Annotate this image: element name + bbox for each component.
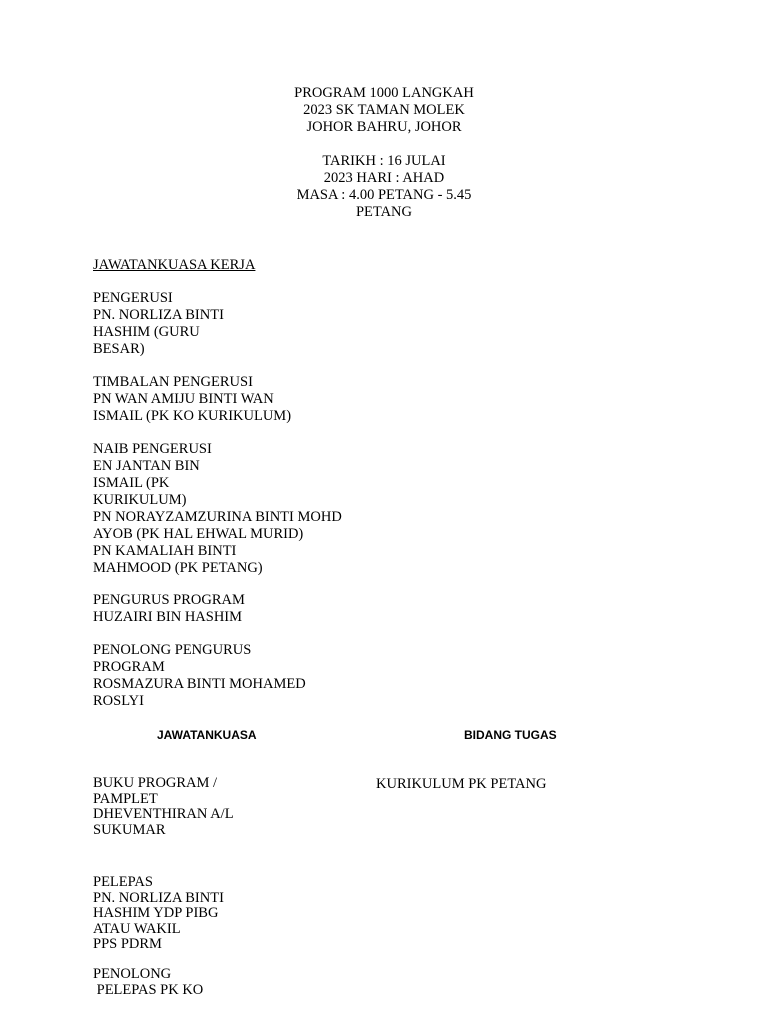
penolong-pengurus-block xyxy=(93,642,413,710)
role-label: TIMBALAN PENGERUSI xyxy=(93,374,253,390)
member-line: ISMAIL (PK KO KURIKULUM) xyxy=(93,408,292,424)
timbalan-block xyxy=(93,374,413,425)
member-line: KURIKULUM) xyxy=(93,492,187,508)
member-line: AYOB (PK HAL EHWAL MURID) xyxy=(93,526,304,542)
role-label: PENGERUSI xyxy=(93,290,173,306)
committee-line: ATAU WAKIL xyxy=(93,920,181,937)
member-line: PN NORAYZAMZURINA BINTI MOHD xyxy=(93,509,342,525)
header-spacer xyxy=(0,136,768,153)
role-label: PENOLONG PENGURUS xyxy=(93,642,252,658)
member-line: PROGRAM xyxy=(93,659,165,675)
header-line: TARIKH : 16 JULAI xyxy=(322,153,446,169)
committee-line: PELEPAS PK KO xyxy=(93,981,204,998)
committee-line: DHEVENTHIRAN A/L xyxy=(93,806,234,822)
committee-line: BUKU PROGRAM / xyxy=(93,775,218,791)
committee-line: PPS PDRM xyxy=(93,936,162,952)
member-line: EN JANTAN BIN xyxy=(93,458,200,474)
committee-title-block xyxy=(93,257,413,274)
member-line: PN KAMALIAH BINTI xyxy=(93,543,237,559)
committee-title: JAWATANKUASA KERJA xyxy=(93,257,256,273)
table-header-jawatankuasa: JAWATANKUASA xyxy=(157,728,257,742)
buku-program-task: KURIKULUM PK PETANG xyxy=(376,776,547,792)
member-line: PN. NORLIZA BINTI xyxy=(93,307,224,323)
header-line: 2023 HARI : AHAD xyxy=(323,170,445,186)
table-header-bidang-tugas: BIDANG TUGAS xyxy=(464,728,557,742)
pengerusi-block xyxy=(93,290,413,358)
naib-block xyxy=(93,441,413,577)
committee-line: PAMPLET xyxy=(93,790,158,807)
penolong-pelepas-block xyxy=(93,967,413,998)
role-label: PENGURUS PROGRAM xyxy=(93,592,245,608)
member-line: HUZAIRI BIN HASHIM xyxy=(93,609,243,625)
member-line: HASHIM (GURU xyxy=(93,324,200,340)
header-line: JOHOR BAHRU, JOHOR xyxy=(306,119,462,135)
committee-line: PELEPAS xyxy=(93,874,153,890)
committee-line: PN. NORLIZA BINTI xyxy=(93,889,224,906)
header-line: MASA : 4.00 PETANG - 5.45 xyxy=(296,187,472,203)
member-line: ROSMAZURA BINTI MOHAMED xyxy=(93,676,306,692)
committee-line: HASHIM YDP PIBG xyxy=(93,905,219,921)
header-line: PETANG xyxy=(355,204,413,220)
member-line: PN WAN AMIJU BINTI WAN xyxy=(93,391,274,407)
member-line: ISMAIL (PK xyxy=(93,475,170,491)
pelepas-block xyxy=(93,875,413,953)
buku-program-block xyxy=(93,776,413,838)
committee-line: PENOLONG xyxy=(93,966,172,982)
member-line: BESAR) xyxy=(93,341,145,357)
committee-line: SUKUMAR xyxy=(93,821,166,838)
pengurus-block xyxy=(93,592,413,626)
role-label: NAIB PENGERUSI xyxy=(93,441,212,457)
program-header xyxy=(0,85,768,221)
member-line: ROSLYI xyxy=(93,693,144,709)
header-line: 2023 SK TAMAN MOLEK xyxy=(303,102,465,118)
header-line: PROGRAM 1000 LANGKAH xyxy=(294,85,474,101)
member-line: MAHMOOD (PK PETANG) xyxy=(93,560,263,576)
